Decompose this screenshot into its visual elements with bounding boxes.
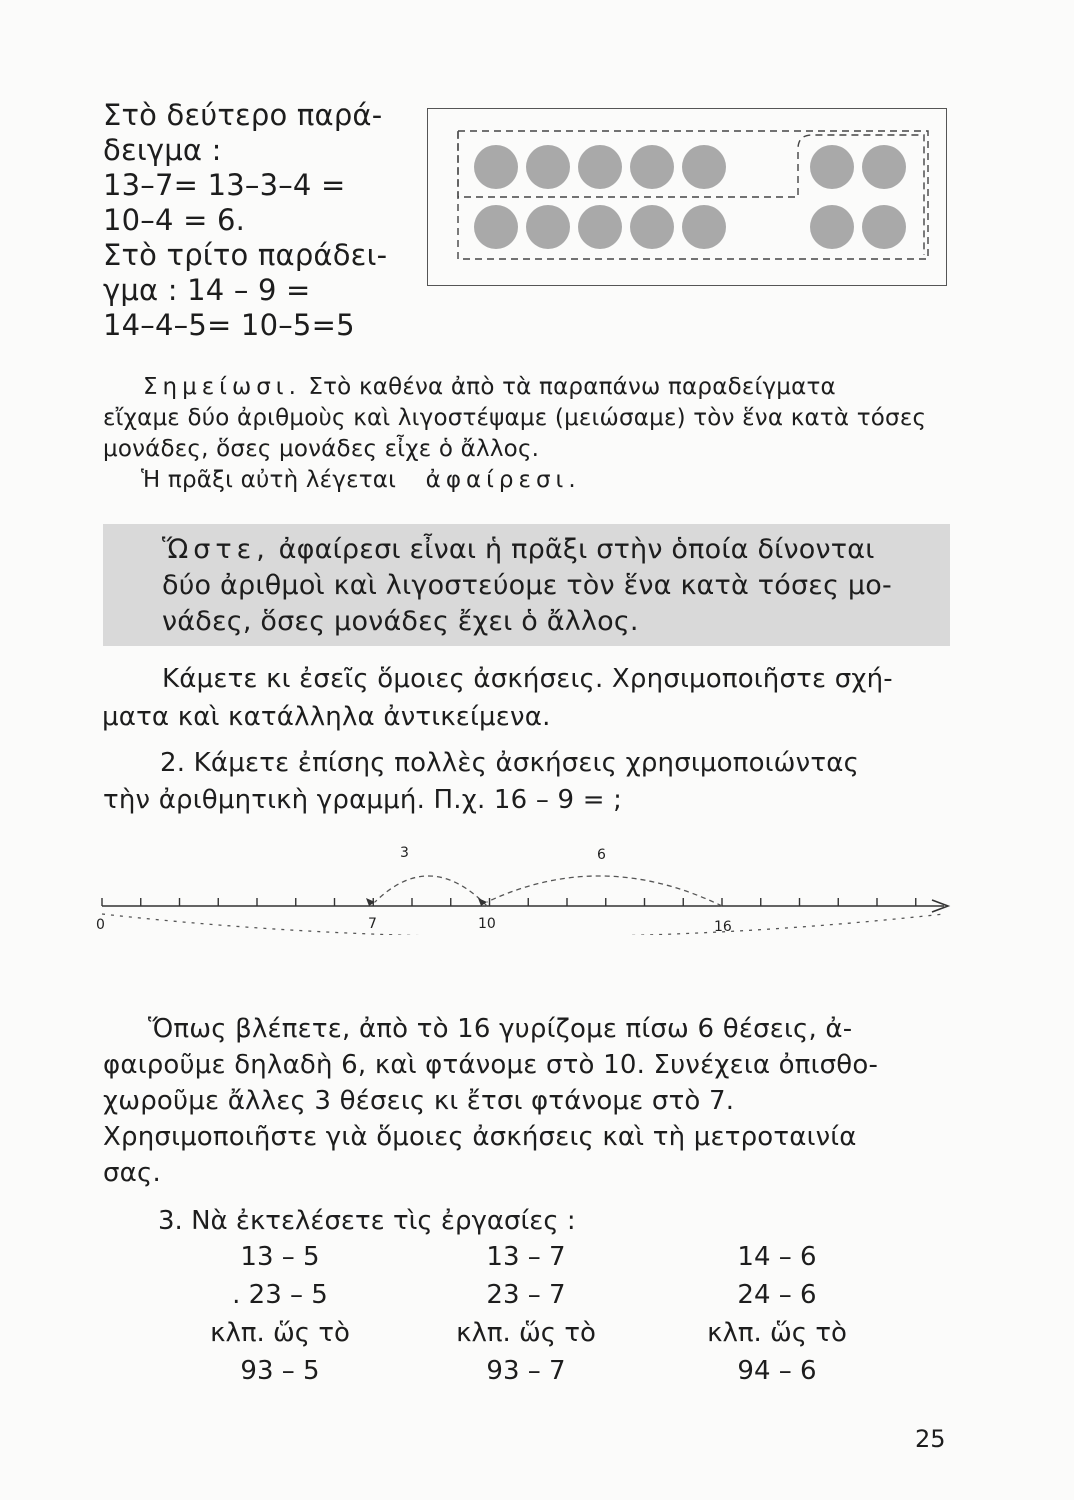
dot	[810, 205, 854, 249]
text-line: 10–4 = 6.	[103, 203, 246, 237]
text-line: σας.	[103, 1158, 161, 1188]
exercise-1	[102, 660, 893, 736]
tick-label-16: 16	[714, 919, 732, 935]
text-line: Ἡ πρᾶξι αὐτὴ λέγεται	[141, 467, 397, 493]
counting-dots-figure	[427, 108, 947, 286]
dot	[682, 205, 726, 249]
exercise-item: 14 – 6	[737, 1242, 817, 1272]
definition-lead: Ὥστε,	[162, 534, 270, 565]
text-line: 13–7= 13–3–4 =	[103, 168, 346, 202]
term-subtraction: ἀφαίρεσι.	[425, 467, 581, 493]
text-line: Στὸ καθένα ἀπὸ τὰ παραπάνω παραδείγματα	[308, 374, 836, 400]
note-paragraph	[103, 372, 927, 496]
text-line: μονάδες, ὅσες μονάδες εἶχε ὁ ἄλλος.	[103, 436, 540, 462]
dot	[474, 205, 518, 249]
definition-text	[162, 532, 892, 640]
exercise-item: 13 – 5	[240, 1242, 320, 1272]
dot	[630, 205, 674, 249]
dot	[862, 145, 906, 189]
text-line: Στὸ τρίτο παράδει-	[103, 238, 388, 272]
dot	[578, 145, 622, 189]
exercise-column	[446, 1238, 606, 1390]
text-line: δειγμα :	[103, 133, 222, 167]
exercise-item: κλπ. ὥς τὸ	[707, 1318, 847, 1348]
exercise-item: . 23 – 5	[232, 1280, 328, 1310]
text-line: εἴχαμε δύο ἀριθμοὺς καὶ λιγοστέψαμε (μειώσαμε) τὸν ἕνα κατὰ τόσες	[103, 405, 927, 431]
jump-arc-6	[487, 876, 722, 906]
worked-examples	[103, 98, 387, 343]
jump-label-3: 3	[400, 845, 409, 861]
text-line: φαιροῦμε δηλαδὴ 6, καὶ φτάνομε στὸ 10. Συνέχεια ὀπισθο-	[103, 1050, 879, 1080]
dot	[862, 205, 906, 249]
jump-arc-3	[375, 876, 487, 906]
faint-baseline-arc	[102, 914, 944, 935]
exercise-item: 94 – 6	[737, 1356, 817, 1386]
text-line: δύο ἀριθμοὶ καὶ λιγοστεύομε τὸν ἕνα κατὰ τόσες μο-	[162, 570, 892, 601]
text-line: τὴν ἀριθμητικὴ γραμμή. Π.χ. 16 – 9 = ;	[103, 785, 623, 815]
tick-label-7: 7	[368, 916, 377, 932]
text-line: 14–4–5= 10–5=5	[103, 308, 355, 342]
dot	[578, 205, 622, 249]
text-line: Στὸ δεύτερο παρά-	[103, 98, 383, 132]
dot	[682, 145, 726, 189]
exercise-item: 13 – 7	[486, 1242, 566, 1272]
exercise-column	[200, 1238, 360, 1390]
exercise-item: 23 – 7	[486, 1280, 566, 1310]
jump-label-6: 6	[597, 847, 606, 863]
exercise-item: 93 – 5	[240, 1356, 320, 1386]
exercise-3-title: 3. Νὰ ἐκτελέσετε τὶς ἐργασίες :	[158, 1206, 576, 1236]
dots-illustration	[428, 109, 945, 284]
dot	[526, 145, 570, 189]
dot	[526, 205, 570, 249]
dot	[810, 145, 854, 189]
note-label: Σημείωσι.	[143, 374, 301, 400]
page-number: 25	[915, 1425, 946, 1453]
number-line	[92, 840, 952, 935]
text-line: ματα καὶ κατάλληλα ἀντικείμενα.	[102, 702, 551, 732]
exercise-column	[692, 1238, 862, 1390]
dot	[630, 145, 674, 189]
text-line: Ὅπως βλέπετε, ἀπὸ τὸ 16 γυρίζομε πίσω 6 θέσεις, ἀ-	[148, 1014, 853, 1044]
number-line-graphic	[92, 840, 952, 935]
text-line: νάδες, ὅσες μονάδες ἔχει ὁ ἄλλος.	[162, 606, 639, 637]
exercise-item: κλπ. ὥς τὸ	[210, 1318, 350, 1348]
exercise-item: 24 – 6	[737, 1280, 817, 1310]
exercise-2	[103, 745, 859, 819]
text-line: Κάμετε κι ἐσεῖς ὅμοιες ἀσκήσεις. Χρησιμοποιῆστε σχή-	[162, 664, 893, 694]
explanation-paragraph	[103, 1011, 878, 1191]
text-line: ἀφαίρεσι εἶναι ἡ πρᾶξι στὴν ὁποία δίνονται	[278, 534, 875, 565]
exercise-item: κλπ. ὥς τὸ	[456, 1318, 596, 1348]
tick-label-0: 0	[96, 917, 105, 933]
text-line: γμα : 14 – 9 =	[103, 273, 311, 307]
tick-label-10: 10	[478, 916, 496, 932]
text-line: χωροῦμε ἄλλες 3 θέσεις κι ἔτσι φτάνομε στὸ 7.	[103, 1086, 735, 1116]
text-line: Χρησιμοποιῆστε γιὰ ὅμοιες ἀσκήσεις καὶ τὴ μετροταινία	[103, 1122, 857, 1152]
text-line: 2. Κάμετε ἐπίσης πολλὲς ἀσκήσεις χρησιμοποιώντας	[160, 748, 860, 778]
exercise-item: 93 – 7	[486, 1356, 566, 1386]
dot	[474, 145, 518, 189]
